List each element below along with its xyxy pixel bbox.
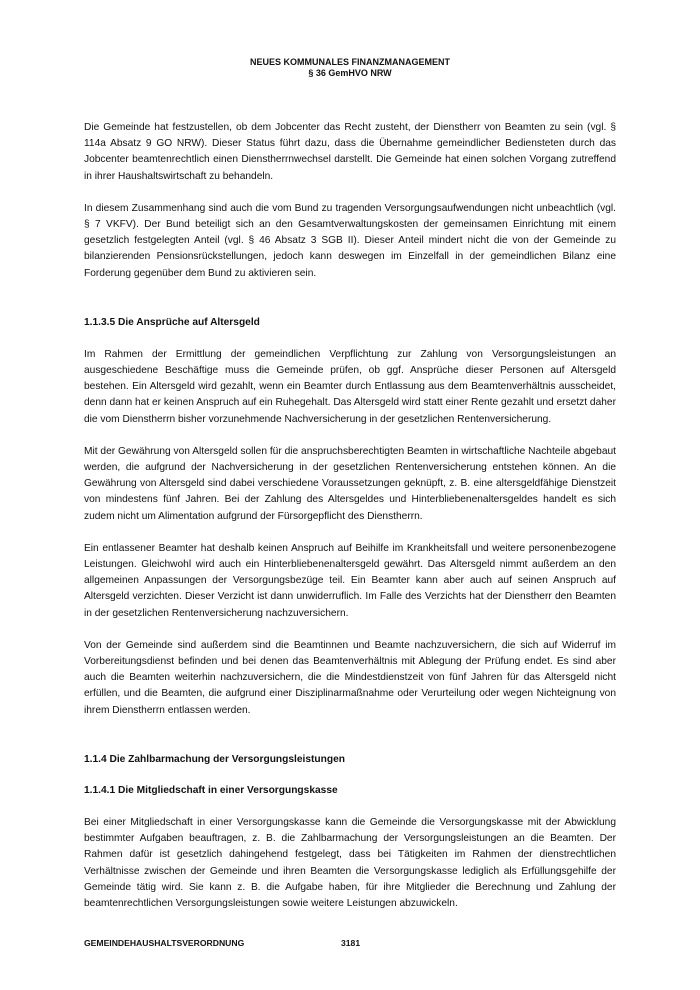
paragraph: Bei einer Mitgliedschaft in einer Versorgungskasse kann die Gemeinde die Versorgungskasse mit der Abwicklung bestimmter Aufgaben beauftragen, z. B. die Zahlbarmachung der Versorgungsleistungen an die Beamten. Der Rahmen dafür ist gesetzlich dahingehend festgelegt, dass bei Tätigkeiten im Rahmen der dienstrechtlichen Verhältnisse zwischen der Gemeinde und ihren Beamten die Versorgungskasse lediglich als Erfüllungsgehilfe der Gemeinde tätig wird. Sie kann z. B. die Aufgabe haben, für ihre Mitglieder die Berechnung und Zahlung der beamtenrechtlichen Versorgungsleistungen sowie weitere Leistungen abzuwickeln.: [84, 816, 616, 909]
paragraph: Im Rahmen der Ermittlung der gemeindlichen Verpflichtung zur Zahlung von Versorgungsleistungen an ausgeschiedene Beschäftige muss die Gemeinde prüfen, ob ggf. Ansprüche dieser Personen auf Altersgeld bestehen. Ein Altersgeld wird gezahlt, wenn ein Beamter durch Entlassung aus dem Beamtenverhältnis ausscheidet, denn dann hat er keinen Anspruch auf ein Ruhegehalt. Das Altersgeld wird statt einer Rente gezahlt und ersetzt daher die vom Dienstherrn bisher vorzunehmende Nachversicherung in der gesetzlichen Rentenversicherung.: [84, 348, 616, 425]
paragraph: Ein entlassener Beamter hat deshalb keinen Anspruch auf Beihilfe im Krankheitsfall und weitere personenbezogene Leistungen. Gleichwohl wird auch ein Hinterbliebenenaltersgeld gewährt. Das Altersgeld nimmt außerdem an den allgemeinen Anpassungen der Versorgungsbezüge teil. Ein Beamter kann aber auch auf seinen Anspruch auf Altersgeld verzichten. Dieser Verzicht ist dann unwiderruflich. Im Falle des Verzichts hat der Dienstherr den Beamten in der gesetzlichen Rentenversicherung nachzuversichern.: [84, 542, 616, 619]
header-subtitle: § 36 GemHVO NRW: [308, 68, 392, 78]
page-number: 3181: [341, 938, 361, 948]
page-header: [0, 57, 700, 79]
header-title: NEUES KOMMUNALES FINANZMANAGEMENT: [250, 57, 450, 67]
paragraph: Die Gemeinde hat festzustellen, ob dem Jobcenter das Recht zusteht, der Dienstherr von Beamten zu sein (vgl. § 114a Absatz 9 GO NRW). Dieser Status führt dazu, dass die Übernahme gemeindlicher Bediensteten durch das Jobcenter beamtenrechtlich einen Dienstherrnwechsel darstellt. Die Gemeinde hat einen solchen Vorgang zutreffend in ihrer Haushaltswirtschaft zu behandeln.: [84, 122, 616, 182]
section-heading: 1.1.4 Die Zahlbarmachung der Versorgungsleistungen: [84, 753, 345, 765]
document-body: [84, 120, 616, 928]
paragraph: Von der Gemeinde sind außerdem sind die Beamtinnen und Beamte nachzuversichern, die sich auf Widerruf im Vorbereitungsdienst befinden und bei denen das Beamtenverhältnis mit Ablegung der Prüfung endet. Es sind aber auch die Beamten weiterhin nachzuversichern, die die Mindestdienstzeit von fünf Jahren für das Altersgeld nicht erfüllen, und die Beamten, die aufgrund einer Disziplinarmaßnahme oder Verurteilung oder wegen Nichteignung von ihrem Dienstherrn entlassen werden.: [84, 639, 616, 716]
page-footer: [84, 938, 361, 949]
paragraph: In diesem Zusammenhang sind auch die vom Bund zu tragenden Versorgungsaufwendungen nicht unbeachtlich (vgl. § 7 VKFV). Der Bund beteiligt sich an den Gesamtverwaltungskosten der gemeinsamen Einrichtung mit einem gesetzlich festgelegten Anteil (vgl. § 46 Absatz 3 SGB II). Dieser Anteil mindert nicht die von der Gemeinde zu bilanzierenden Pensionsrückstellungen, jedoch kann deswegen im Einzelfall in der gemeindlichen Bilanz eine Forderung gegenüber dem Bund zu aktivieren sein.: [84, 202, 616, 279]
paragraph: Mit der Gewährung von Altersgeld sollen für die anspruchsberechtigten Beamten in wirtschaftliche Nachteile abgebaut werden, die aufgrund der Nachversicherung in der gesetzlichen Rentenversicherung entstehen können. An die Gewährung von Altersgeld sind dabei verschiedene Voraussetzungen geknüpft, z. B. eine altersgeldfähige Dienstzeit von mindestens fünf Jahren. Bei der Zahlung des Altersgeldes und Hinterbliebenenaltersgeldes handelt es sich zudem nicht um Alimentation aufgrund der Fürsorgepflicht des Dienstherrn.: [84, 445, 616, 522]
subsection-heading: 1.1.4.1 Die Mitgliedschaft in einer Versorgungskasse: [84, 784, 338, 796]
section-heading: 1.1.3.5 Die Ansprüche auf Altersgeld: [84, 316, 260, 328]
footer-title: GEMEINDEHAUSHALTSVERORDNUNG: [84, 938, 245, 948]
